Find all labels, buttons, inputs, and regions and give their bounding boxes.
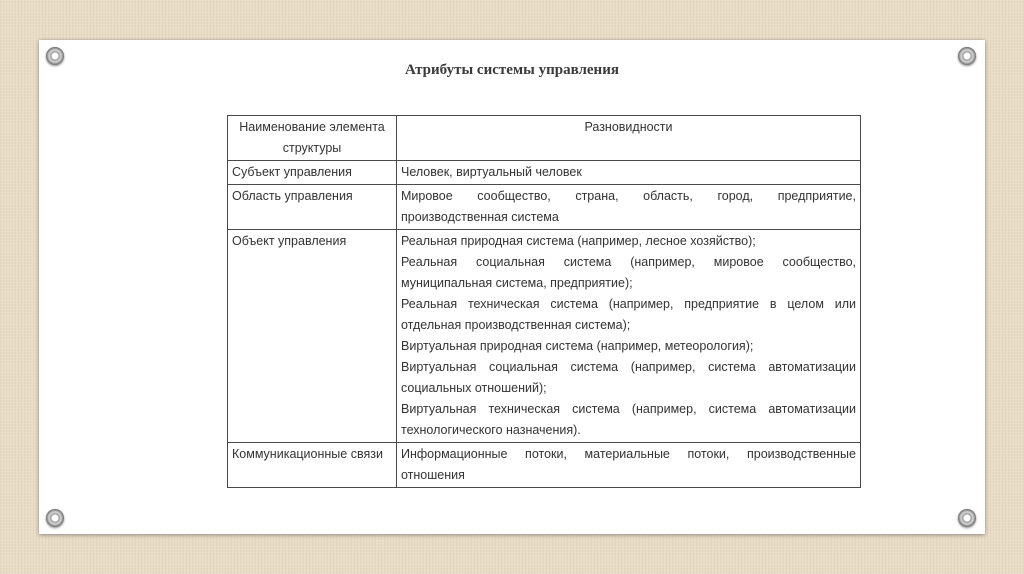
table-row xyxy=(228,161,861,185)
slide-title: Атрибуты системы управления xyxy=(405,62,619,78)
table-row xyxy=(228,443,861,488)
value-line: Мировое сообщество, страна, область, город, предприятие, производственная система xyxy=(401,189,856,224)
row-name-subject: Субъект управления xyxy=(228,161,397,185)
pin-bottom-left-icon xyxy=(46,509,64,527)
value-line: Реальная социальная система (например, мировое сообщество, муниципальная система, предприятие); xyxy=(401,255,856,290)
row-values-communication xyxy=(397,443,861,488)
value-line: Человек, виртуальный человек xyxy=(401,165,582,179)
row-values-area xyxy=(397,185,861,230)
attributes-table xyxy=(227,115,861,488)
row-values-object xyxy=(397,230,861,443)
table-row xyxy=(228,185,861,230)
value-line: Реальная техническая система (например, предприятие в целом или отдельная производственная система); xyxy=(401,297,856,332)
table-header-row xyxy=(228,116,861,161)
row-name-communication: Коммуникационные связи xyxy=(228,443,397,488)
value-line: Виртуальная социальная система (например, система автоматизации социальных отношений); xyxy=(401,360,856,395)
value-line: Реальная природная система (например, лесное хозяйство); xyxy=(401,234,756,248)
header-element-name: Наименование элемента структуры xyxy=(228,116,397,161)
value-line: Виртуальная техническая система (например, система автоматизации технологического назначения). xyxy=(401,402,856,437)
row-name-area: Область управления xyxy=(228,185,397,230)
row-values-subject xyxy=(397,161,861,185)
table-row xyxy=(228,230,861,443)
slide xyxy=(39,40,985,534)
value-line: Информационные потоки, материальные потоки, производственные отношения xyxy=(401,447,856,482)
header-varieties: Разновидности xyxy=(397,116,861,161)
value-line: Виртуальная природная система (например, метеорология); xyxy=(401,339,754,353)
pin-bottom-right-icon xyxy=(958,509,976,527)
row-name-object: Объект управления xyxy=(228,230,397,443)
